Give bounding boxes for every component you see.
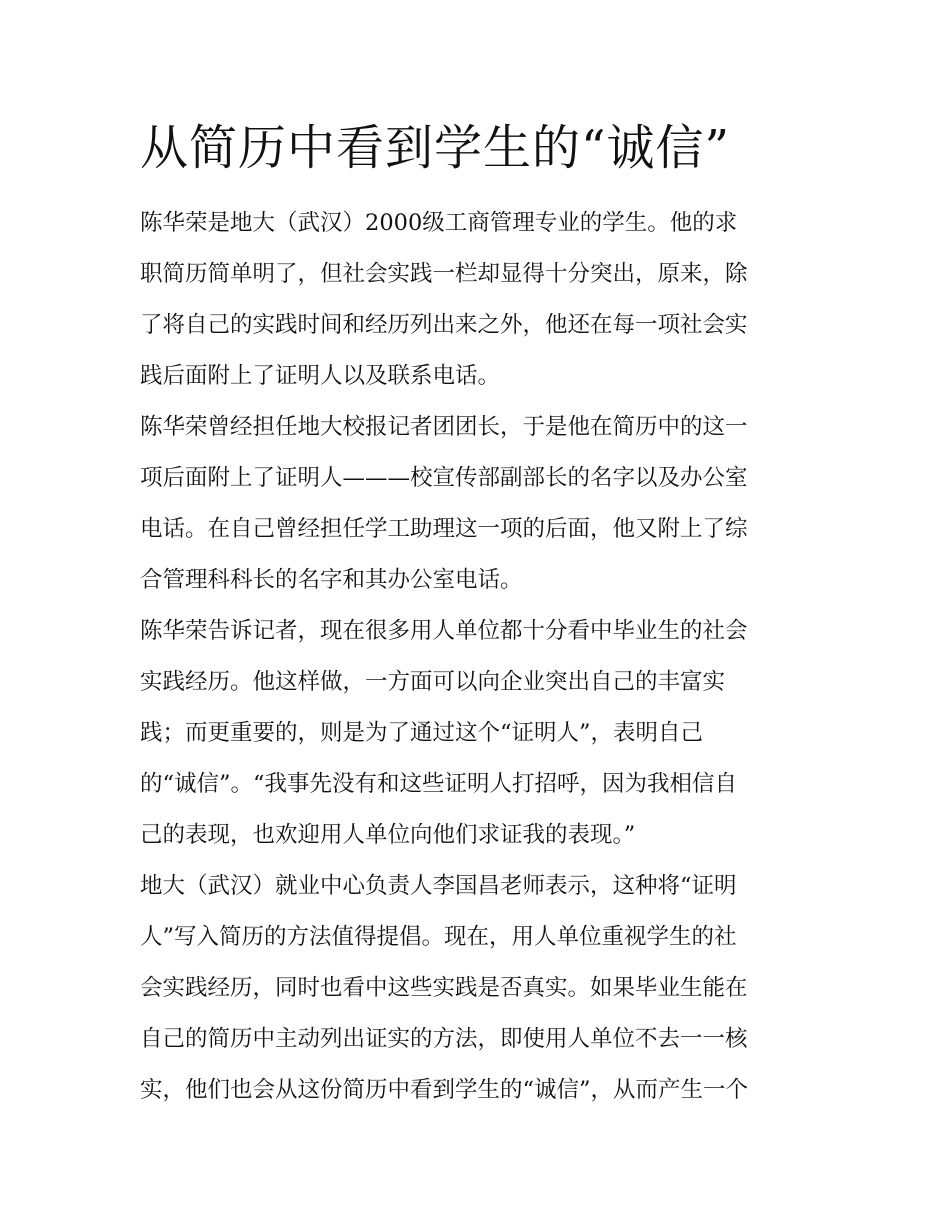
text-line: 的“诚信”。“我事先没有和这些证明人打招呼，因为我相信自 (140, 771, 738, 797)
text-line: 会实践经历，同时也看中这些实践是否真实。如果毕业生能在 (140, 975, 748, 1001)
text-line: 己的表现，也欢迎用人单位向他们求证我的表现。” (140, 822, 636, 848)
document-title: 从简历中看到学生的“诚信” (140, 120, 731, 176)
text-line: 践；而更重要的，则是为了通过这个“证明人”，表明自己 (140, 720, 704, 746)
text-line: 实践经历。他这样做，一方面可以向企业突出自己的丰富实 (140, 669, 726, 695)
text-line: 合管理科科长的名字和其办公室电话。 (140, 567, 523, 593)
text-line: 自己的简历中主动列出证实的方法，即使用人单位不去一一核 (140, 1026, 748, 1052)
article-body (140, 198, 820, 1116)
text-line: 陈华荣告诉记者，现在很多用人单位都十分看中毕业生的社会 (140, 618, 748, 644)
text-line: 人”写入简历的方法值得提倡。现在，用人单位重视学生的社 (140, 924, 737, 950)
text-line: 了将自己的实践时间和经历列出来之外，他还在每一项社会实 (140, 312, 748, 338)
text-line: 项后面附上了证明人———校宣传部副部长的名字以及办公室 (140, 465, 748, 491)
text-line: 电话。在自己曾经担任学工助理这一项的后面，他又附上了综 (140, 516, 748, 542)
text-line: 陈华荣曾经担任地大校报记者团团长，于是他在简历中的这一 (140, 414, 748, 440)
text-line: 陈华荣是地大（武汉）2000级工商管理专业的学生。他的求 (140, 210, 738, 236)
text-line: 践后面附上了证明人以及联系电话。 (140, 363, 501, 389)
text-line: 实，他们也会从这份简历中看到学生的“诚信”，从而产生一个 (140, 1077, 749, 1103)
text-line: 地大（武汉）就业中心负责人李国昌老师表示，这种将“证明 (140, 873, 737, 899)
text-line: 职简历简单明了，但社会实践一栏却显得十分突出，原来，除 (140, 261, 748, 287)
